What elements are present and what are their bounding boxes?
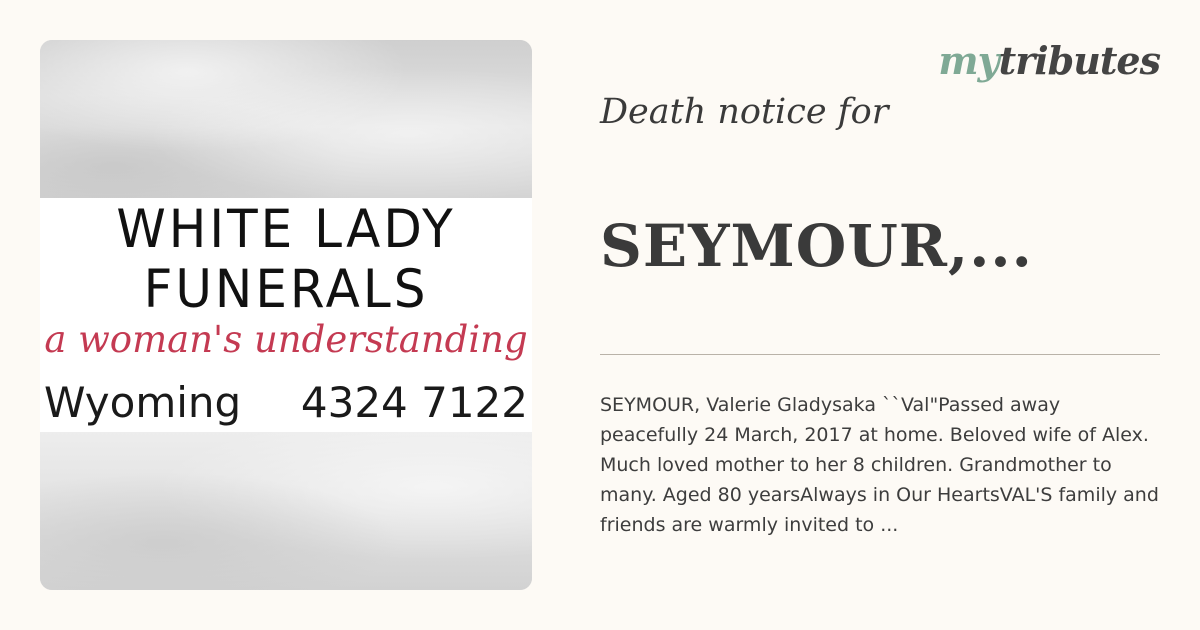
logo-phone: 4324 7122	[300, 378, 528, 427]
logo-line-funerals: FUNERALS	[143, 258, 429, 320]
divider	[600, 354, 1160, 355]
logo-line-white-lady: WHITE LADY	[116, 198, 456, 260]
deceased-name: SEYMOUR,...	[600, 212, 1033, 280]
logo-panel	[40, 198, 532, 432]
funeral-home-logo-image	[40, 40, 532, 590]
logo-tagline: a woman's understanding	[44, 318, 528, 361]
notice-body: SEYMOUR, Valerie Gladysaka ``Val"Passed away peacefully 24 March, 2017 at home. Beloved wife of Alex. Much loved mother to her 8 children. Grandmother to many. Aged 80 yearsAlways in Our HeartsVAL'S family and friends are warmly invited to ...	[600, 394, 1159, 536]
logo-town: Wyoming	[44, 378, 242, 427]
brand-my: my	[938, 38, 999, 83]
brand-tributes: tributes	[998, 38, 1160, 83]
notice-heading: Death notice for	[600, 92, 889, 132]
blurred-background-bottom	[40, 432, 532, 590]
blurred-background-top	[40, 40, 532, 198]
mytributes-logo	[938, 38, 1160, 83]
